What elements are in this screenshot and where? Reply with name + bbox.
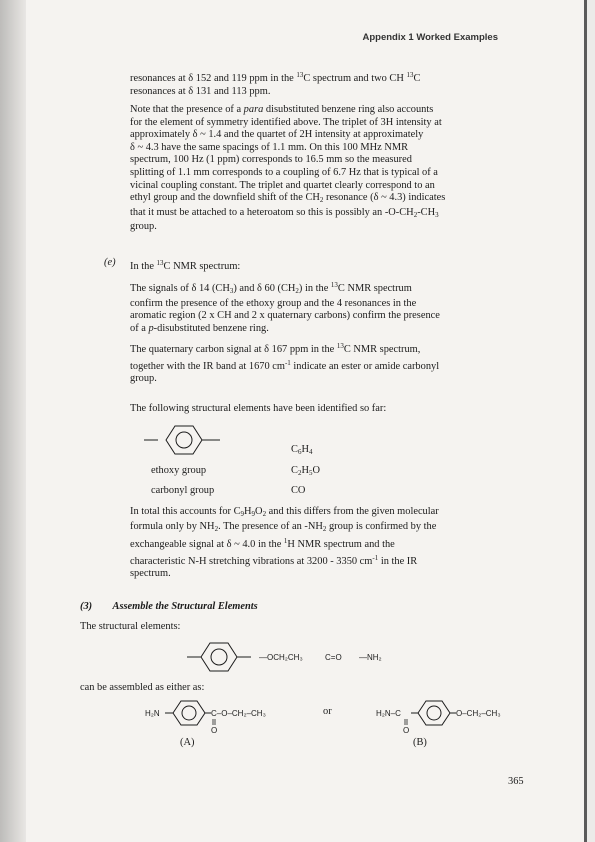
element-name-ethoxy: ethoxy group xyxy=(151,465,207,476)
structure-a xyxy=(145,698,285,738)
section-e-heading: In the $^{13}$C NMR spectrum: xyxy=(130,259,241,272)
structure-b-label: (B) xyxy=(413,737,427,748)
amino-label: —NH₂ xyxy=(359,653,382,662)
element-name-carbonyl: carbonyl group xyxy=(151,485,215,496)
benzene-ring-diagram xyxy=(144,423,224,457)
structure-a-label: (A) xyxy=(180,737,195,748)
page-gutter-shadow xyxy=(0,0,26,842)
structure-b-ether-chain: O–CH₂–CH₃ xyxy=(456,709,501,718)
structure-b xyxy=(376,698,516,738)
carbonyl-label: C=O xyxy=(325,653,342,662)
paragraph-structural-elements: The following structural elements have been identified so far: xyxy=(130,403,387,414)
paragraph-carbonyl-signal: The quaternary carbon signal at δ 167 ppm in the $^{13}$C NMR spectrum, together with the IR band at 1670 $cm^{-1}$ indicate an ester or amide carbonyl group. xyxy=(130,342,440,385)
paragraph-para-disubstituted: Note that the presence of a para disubstituted benzene ring also accounts for the element of symmetry identified above. The triplet of 3H intensity at approximately δ ~ 1.4 and the quartet of 2H intensity at approximately δ ~ 4.3 have the same spacings of 1.1 mm. On this 100 MHz NMR spectrum, 100 Hz (1 ppm) corresponds to 16.5 mm so the measured splitting of 1.1 mm corresponds to a coupling of 6.7 Hz that is typical of a vicinal coupling constant. The triplet and quartet clearly correspond to an ethyl group and the downfield shift of the $CH_2$ resonance (δ ~ 4.3) indicates that it must be attached to a heteroatom so this is possibly an $-O-CH_2-CH_3$ group. xyxy=(130,104,446,233)
structural-elements-row xyxy=(187,640,447,674)
header-title: Appendix 1 Worked Examples xyxy=(362,32,498,43)
ethoxy-label: —OCH₂CH₃ xyxy=(259,653,303,662)
running-header xyxy=(0,26,584,44)
structure-b-amide: H₂N–C xyxy=(376,709,401,718)
element-formula-c6h4: $C_6H_4$ xyxy=(291,444,313,456)
structural-elements-intro: The structural elements: xyxy=(80,621,181,632)
page-right-margin xyxy=(587,0,595,842)
assembled-intro: can be assembled as either as: xyxy=(80,682,205,693)
structure-a-ester-chain: C–O–CH₂–CH₃ xyxy=(211,709,266,718)
paragraph-nh2-group: In total this accounts for $C_9H_9O_2$ and this differs from the given molecular formula only by $NH_2$. The presence of an $-NH_2$ group is confirmed by the exchangeable signal at δ ~ 4.0 in the $^1$H NMR spectrum and the characteristic N-H stretching vibrations at 3200 - 3350 $cm^{-1}$ in the IR spectrum. xyxy=(130,506,439,580)
page-number: 365 xyxy=(508,776,524,787)
or-text: or xyxy=(323,706,332,717)
paragraph-carbon-resonances: resonances at δ 152 and 119 ppm in the $^{13}$C spectrum and two CH $^{13}$C resonances at δ 131 and 113 ppm. xyxy=(130,71,421,97)
element-formula-c2h5o: $C_2H_5O$ xyxy=(291,465,320,477)
section-3-title: (3) Assemble the Structural Elements xyxy=(80,601,258,612)
structure-a-oxygen: O xyxy=(211,726,218,735)
structure-a-amine: H₂N xyxy=(145,709,160,718)
structure-b-oxygen: O xyxy=(403,726,410,735)
paragraph-ethoxy-confirm: The signals of δ 14 $(CH_3)$ and δ 60 $(CH_2)$ in the $^{13}$C NMR spectrum confirm the presence of the ethoxy group and the 4 resonances in the aromatic region (2 x CH and 2 x quaternary carbons) confirm the presence of a p-disubstituted benzene ring. xyxy=(130,281,440,334)
element-formula-co: CO xyxy=(291,485,306,496)
section-e-label: (e) xyxy=(104,257,116,268)
